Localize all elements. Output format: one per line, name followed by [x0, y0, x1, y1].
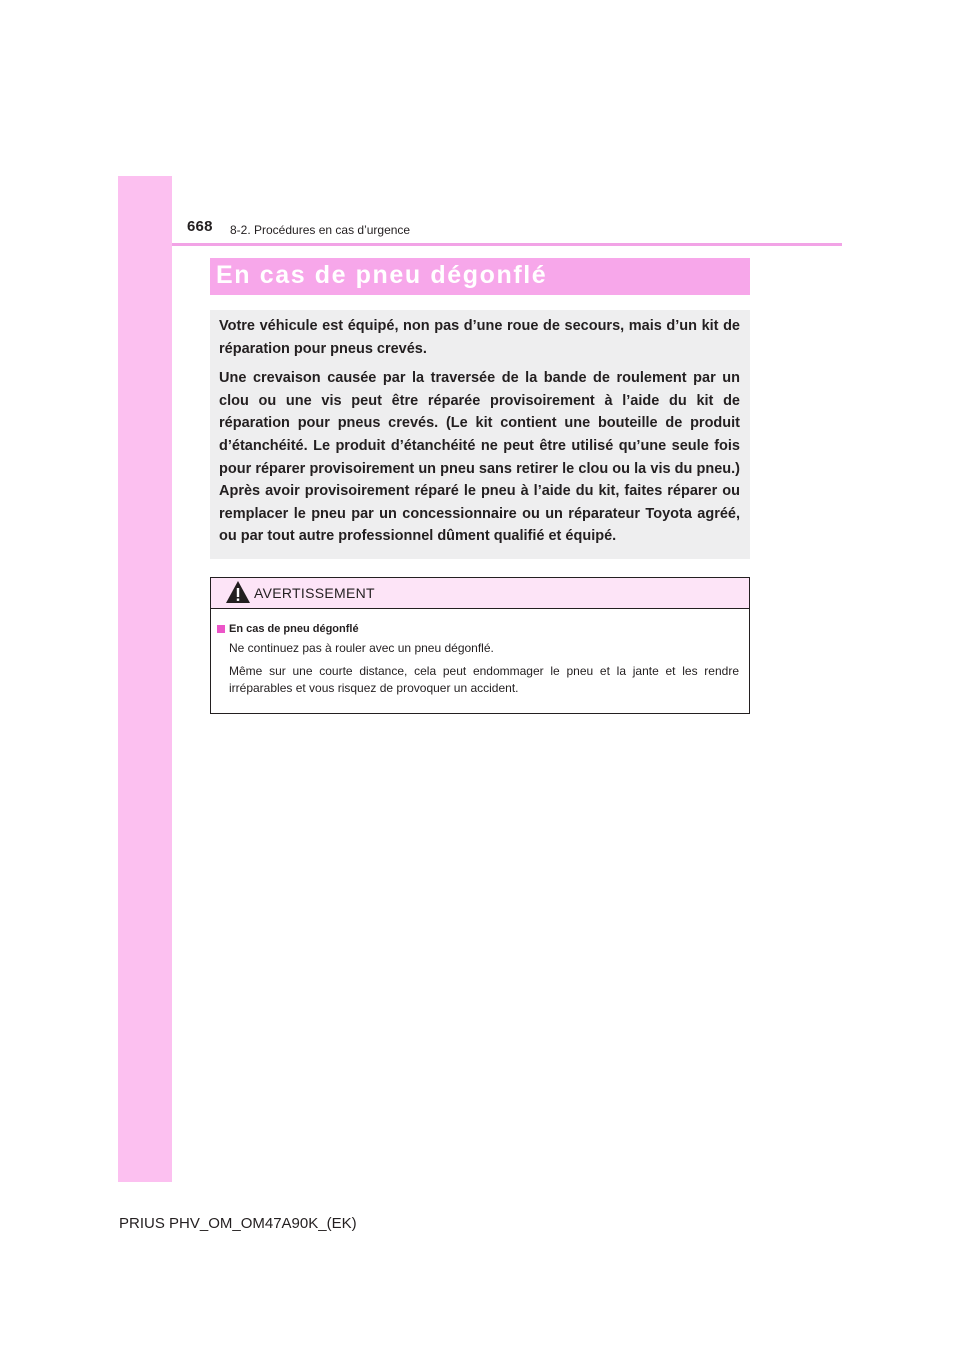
header-rule — [172, 243, 842, 246]
warning-body — [211, 609, 749, 697]
page-number: 668 — [187, 218, 213, 235]
footer-doc-code: PRIUS PHV_OM_OM47A90K_(EK) — [119, 1215, 357, 1232]
warning-label: AVERTISSEMENT — [254, 585, 375, 601]
warning-header — [211, 578, 749, 609]
chapter-side-tab — [118, 176, 172, 1182]
intro-box — [210, 310, 750, 559]
title-bar — [210, 258, 750, 295]
warning-triangle-icon — [225, 580, 251, 604]
warning-item-title-text: En cas de pneu dégonflé — [229, 623, 359, 635]
warning-line-1: Ne continuez pas à rouler avec un pneu dégonflé. — [229, 641, 494, 655]
warning-item-title — [217, 622, 739, 636]
square-bullet-icon — [217, 625, 225, 633]
section-label: 8-2. Procédures en cas d’urgence — [230, 223, 411, 237]
intro-paragraph-1: Votre véhicule est équipé, non pas d’une roue de secours, mais d’un kit de réparation pour pneus crevés. — [219, 318, 740, 357]
intro-paragraph-2: Une crevaison causée par la traversée de la bande de roulement par un clou ou une vis peut être réparée provisoirement à l’aide du kit de réparation pour pneus crevés. (Le kit contient une bouteille de produit d’étanchéité. Le produit d’étanchéité ne peut être utilisé qu’une seule fois pour réparer provisoirement un pneu sans retirer le clou ou la vis du pneu.) Après avoir provisoirement réparé le pneu à l’aide du kit, faites réparer ou remplacer le pneu par un concessionnaire ou un réparateur Toyota agréé, ou par tout autre professionnel dûment qualifié et équipé. — [219, 370, 740, 545]
page-title: En cas de pneu dégonflé — [216, 261, 548, 289]
warning-box — [210, 577, 750, 714]
warning-line-2: Même sur une courte distance, cela peut endommager le pneu et la jante et les rendre irréparables et vous risquez de provoquer un accident. — [229, 664, 739, 695]
